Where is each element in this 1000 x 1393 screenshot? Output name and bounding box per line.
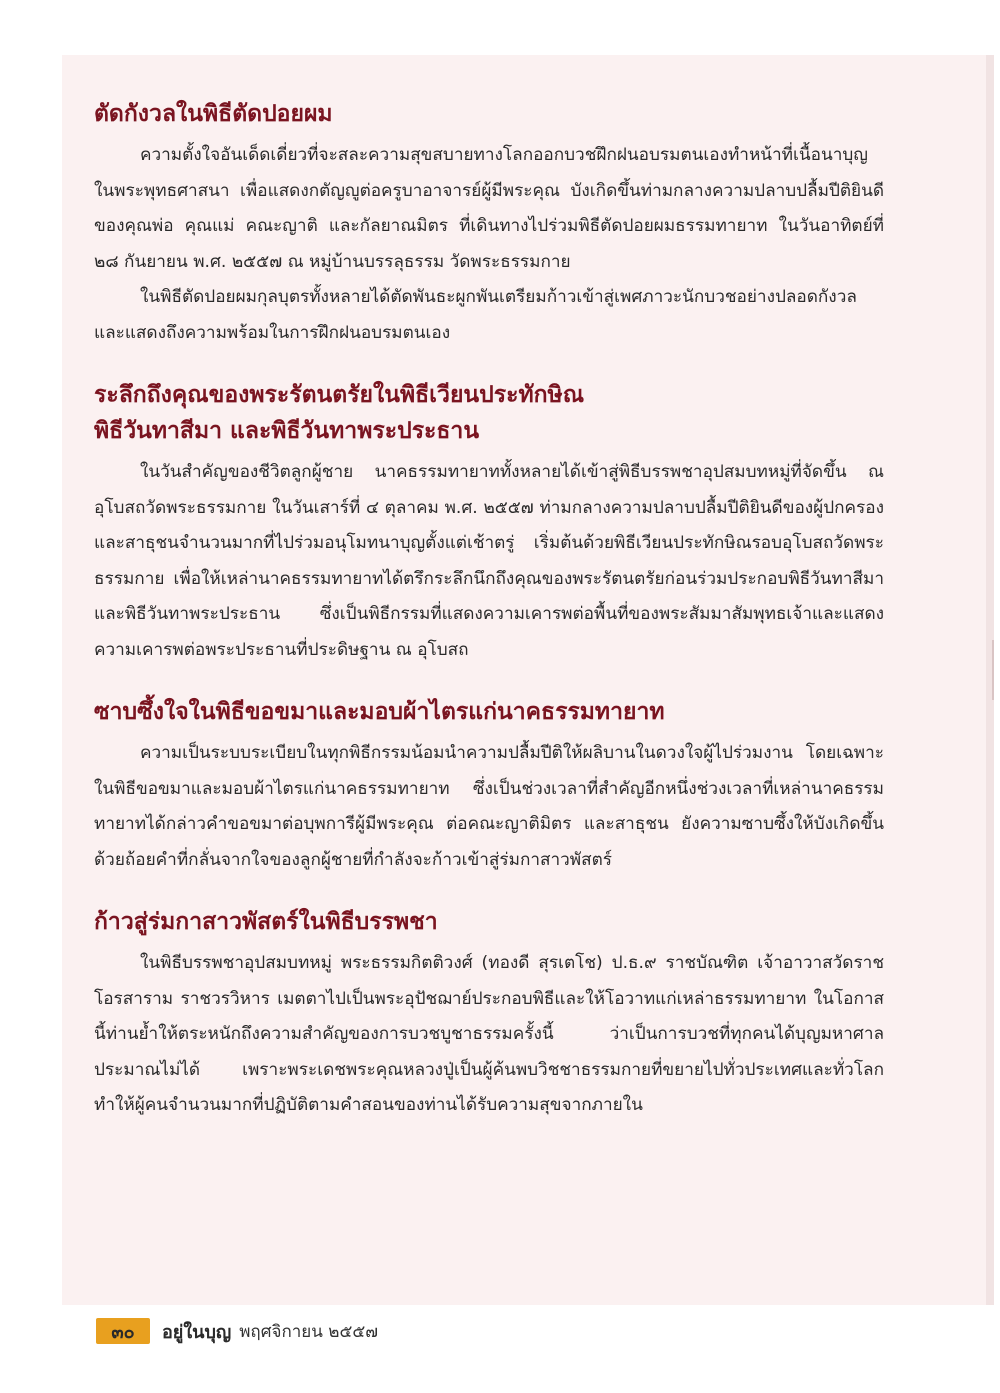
paragraph: ความเป็นระบบระเบียบในทุกพิธีกรรมน้อมนำความปลื้มปีติให้ผลิบานในดวงใจผู้ไปร่วมงาน โดยเฉพาะในพิธีขอขมาและมอบผ้าไตรแก่นาคธรรมทายาท ซึ่งเป็นช่วงเวลาที่สำคัญอีกหนึ่งช่วงเวลาที่เหล่านาคธรรมทายาทได้กล่าวคำขอขมาต่อบุพการีผู้มีพระคุณ ต่อคณะญาติมิตร และสาธุชน ยังความซาบซึ้งให้บังเกิดขึ้นด้วยถ้อยคำที่กลั่นจากใจของลูกผู้ชายที่กำลังจะก้าวเข้าสู่ร่มกาสาวพัสตร์	[94, 743, 884, 870]
paragraph: ในพิธีบรรพชาอุปสมบทหมู่ พระธรรมกิตติวงศ์ (ทองดี สุรเตโช) ป.ธ.๙ ราชบัณฑิต เจ้าอาวาสวัดราชโอรสาราม ราชวรวิหาร เมตตาไปเป็นพระอุปัชฌาย์ประกอบพิธีและให้โอวาทแก่เหล่าธรรมทายาท ในโอกาสนี้ท่านย้ำให้ตระหนักถึงความสำคัญของการบวชบูชาธรรมครั้งนี้ ว่าเป็นการบวชที่ทุกคนได้บุญมหาศาลประมาณไม่ได้ เพราะพระเดชพระคุณหลวงปู่เป็นผู้ค้นพบวิชชาธรรมกายที่ขยายไปทั่วประเทศและทั่วโลก ทำให้ผู้คนจำนวนมากที่ปฏิบัติตามคำสอนของท่านได้รับความสุขจากภายใน	[94, 953, 884, 1115]
paragraph: ในพิธีตัดปอยผมกุลบุตรทั้งหลายได้ตัดพันธะผูกพันเตรียมก้าวเข้าสู่เพศภาวะนักบวชอย่างปลอดกังวลและแสดงถึงความพร้อมในการฝึกฝนอบรมตนเอง	[94, 287, 857, 343]
section-heading: ก้าวสู่ร่มกาสาวพัสตร์ในพิธีบรรพชา	[94, 909, 438, 935]
paragraph: ความตั้งใจอันเด็ดเดี่ยวที่จะสละความสุขสบายทางโลกออกบวชฝึกฝนอบรมตนเองทำหน้าที่เนื้อนาบุญในพระพุทธศาสนา เพื่อแสดงกตัญญูต่อครูบาอาจารย์ผู้มีพระคุณ บังเกิดขึ้นท่ามกลางความปลาบปลื้มปีติยินดีของคุณพ่อ คุณแม่ คณะญาติ และกัลยาณมิตร ที่เดินทางไปร่วมพิธีตัดปอยผมธรรมทายาท ในวันอาทิตย์ที่ ๒๘ กันยายน พ.ศ. ๒๕๕๗ ณ หมู่บ้านบรรลุธรรม วัดพระธรรมกาย	[94, 145, 884, 272]
section-circumambulation	[94, 377, 884, 668]
section-heading: ตัดกังวลในพิธีตัดปอยผม	[94, 101, 333, 127]
article-body	[94, 96, 884, 1150]
section-hair-cutting	[94, 96, 884, 351]
issue-date: พฤศจิกายน ๒๕๕๗	[239, 1321, 379, 1342]
section-heading-line2: พิธีวันทาสีมา และพิธีวันทาพระประธาน	[94, 418, 480, 444]
page-footer	[96, 1316, 378, 1346]
page-number-badge: ๓๐	[96, 1318, 150, 1344]
section-apology-robes	[94, 694, 884, 878]
section-heading: ระลึกถึงคุณของพระรัตนตรัยในพิธีเวียนประทักษิณ	[94, 382, 585, 408]
magazine-name: อยู่ในบุญ	[162, 1321, 232, 1343]
paragraph: ในวันสำคัญของชีวิตลูกผู้ชาย นาคธรรมทายาททั้งหลายได้เข้าสู่พิธีบรรพชาอุปสมบทหมู่ที่จัดขึ้น ณ อุโบสถวัดพระธรรมกาย ในวันเสาร์ที่ ๔ ตุลาคม พ.ศ. ๒๕๕๗ ท่ามกลางความปลาบปลื้มปีติยินดีของผู้ปกครองและสาธุชนจำนวนมากที่ไปร่วมอนุโมทนาบุญตั้งแต่เช้าตรู่ เริ่มต้นด้วยพิธีเวียนประทักษิณรอบอุโบสถวัดพระธรรมกาย เพื่อให้เหล่านาคธรรมทายาทได้ตรึกระลึกนึกถึงคุณของพระรัตนตรัยก่อนร่วมประกอบพิธีวันทาสีมาและพิธีวันทาพระประธาน ซึ่งเป็นพิธีกรรมที่แสดงความเคารพต่อพื้นที่ของพระสัมมาสัมพุทธเจ้าและแสดงความเคารพต่อพระประธานที่ประดิษฐาน ณ อุโบสถ	[94, 462, 884, 660]
section-heading: ซาบซึ้งใจในพิธีขอขมาและมอบผ้าไตรแก่นาคธรรมทายาท	[94, 699, 665, 725]
page-edge-mark	[992, 640, 994, 700]
section-ordination	[94, 904, 884, 1124]
